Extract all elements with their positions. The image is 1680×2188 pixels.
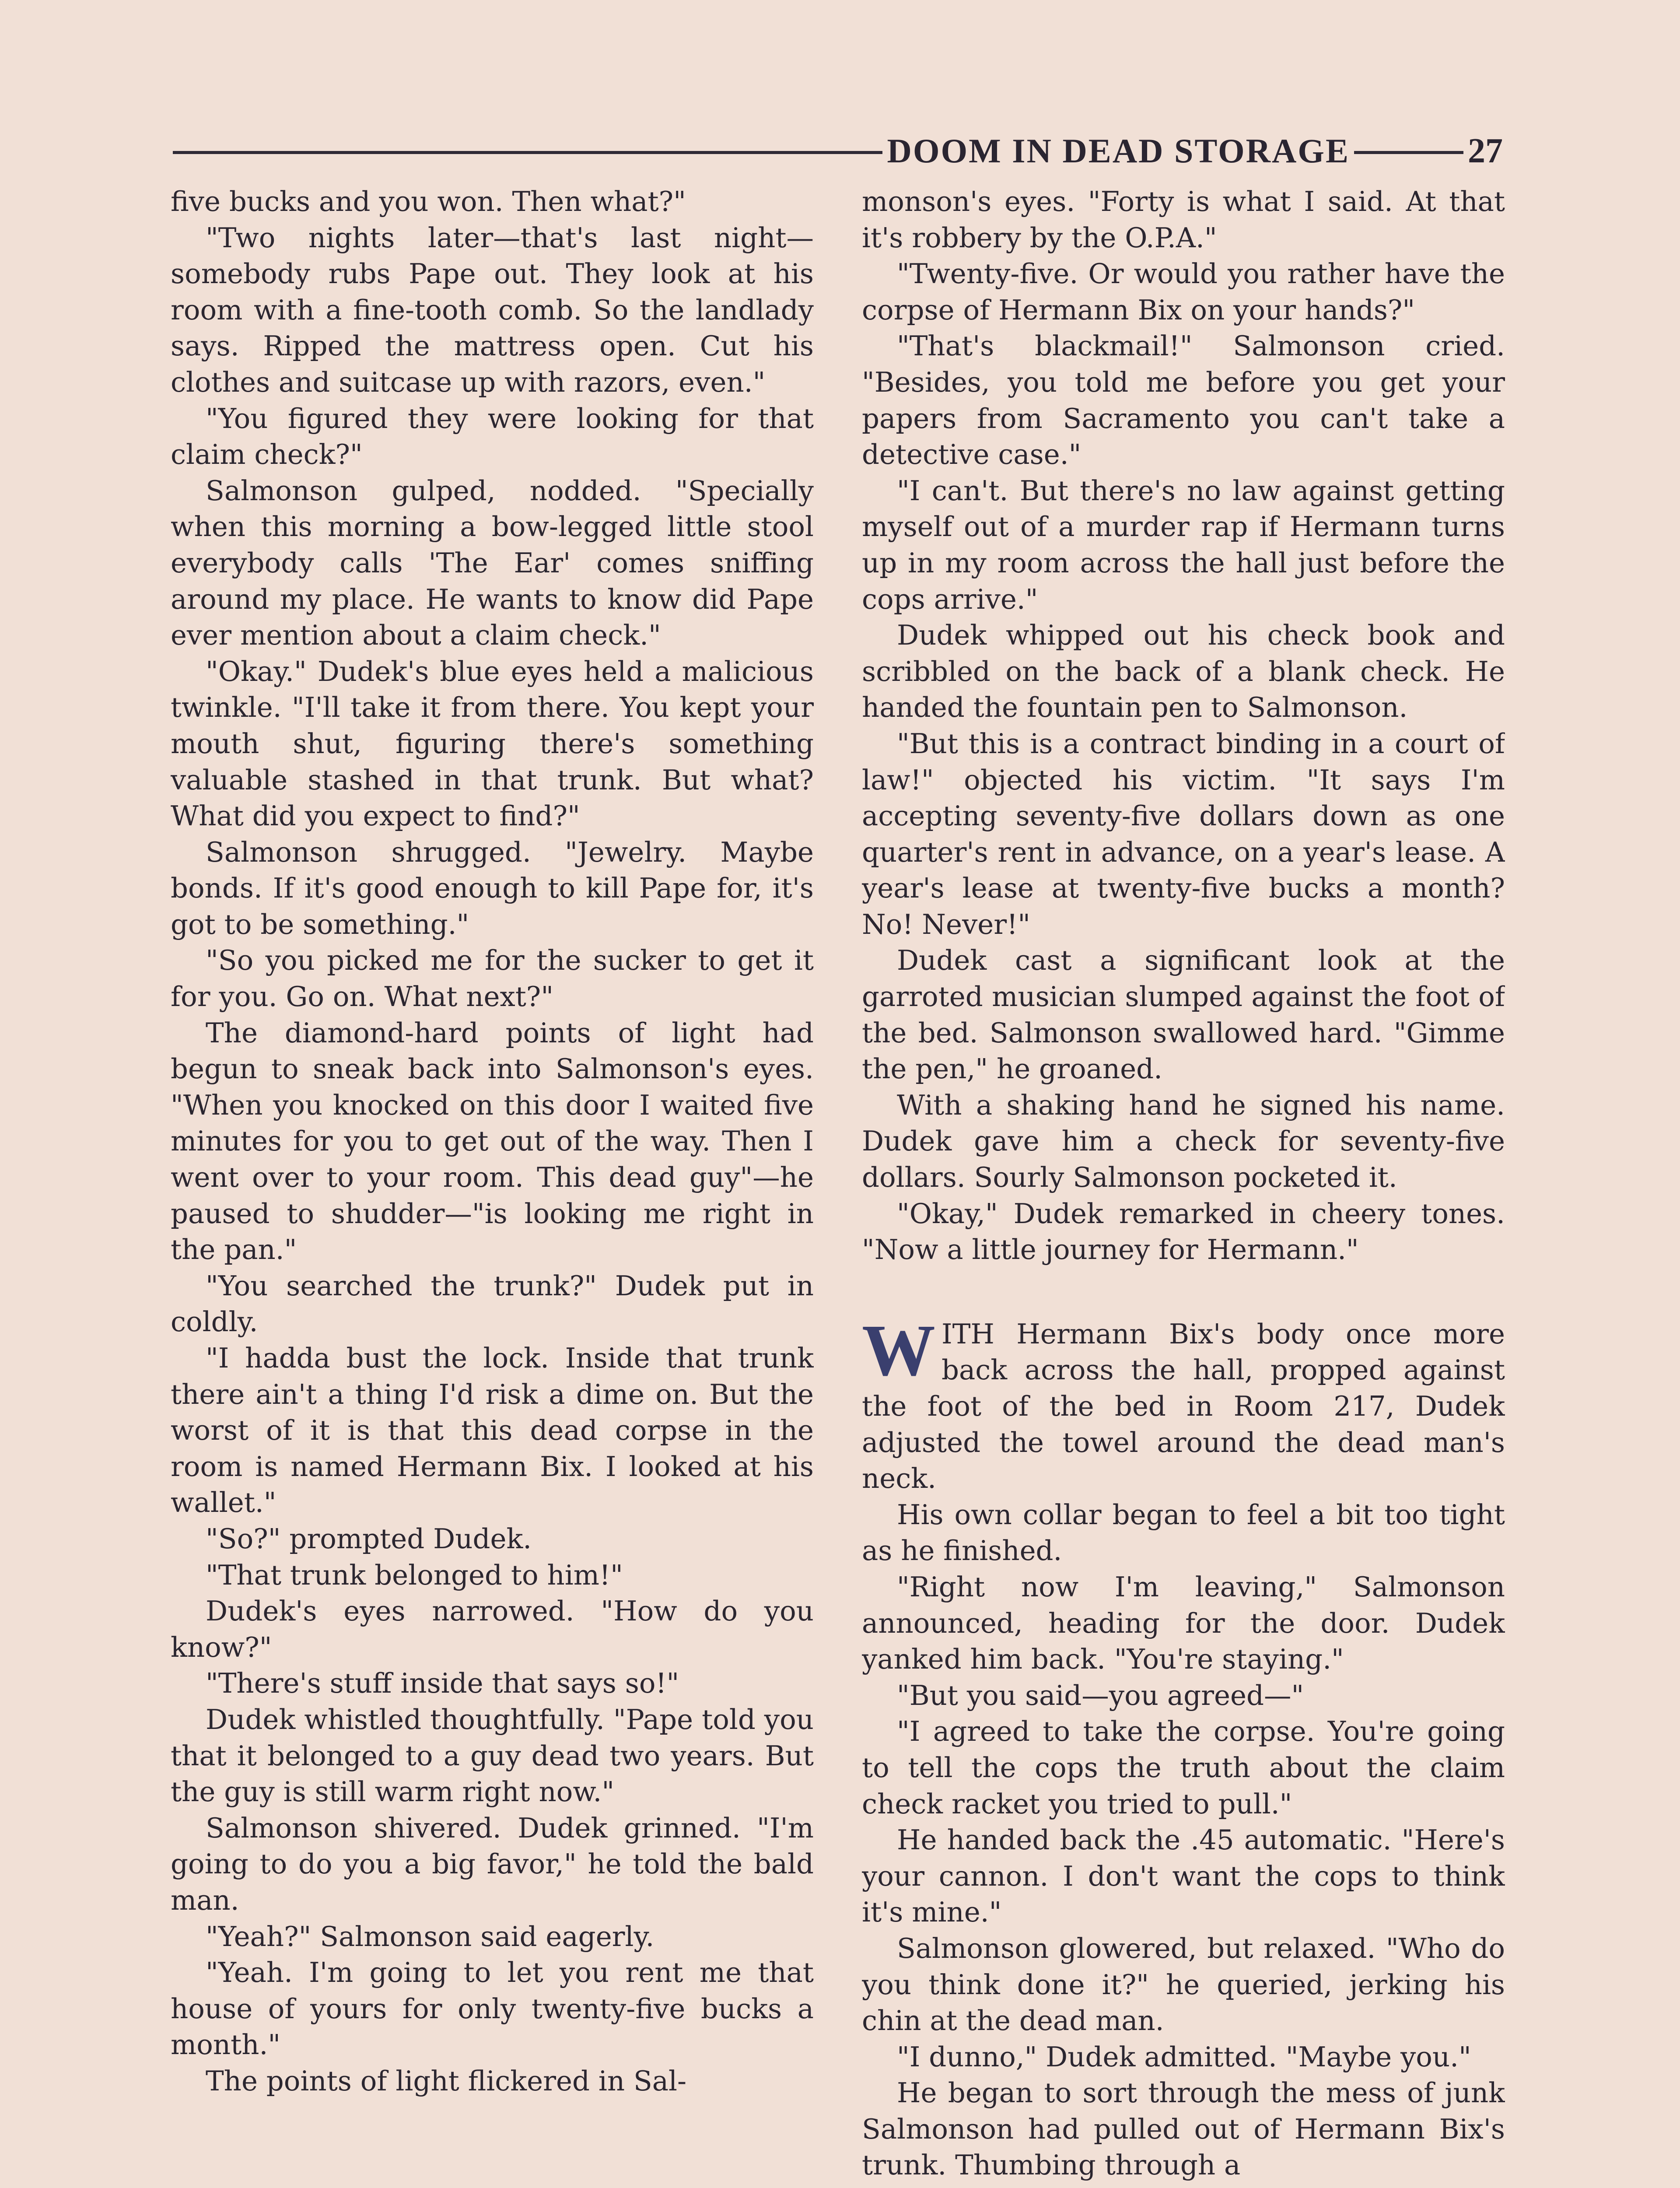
paragraph: "I hadda bust the lock. Inside that trunk there ain't a thing I'd risk a dime on. But the worst of it is that this dead corpse in the room is named Hermann Bix. I looked at his wallet." [171, 1342, 814, 1519]
header-rule-right [1354, 151, 1463, 154]
section-opening-paragraph [862, 1309, 1505, 1497]
paragraph: The diamond-hard points of light had begun to sneak back into Salmonson's eyes. "When you knocked on this door I waited five minutes for you to get out of the way. Then I went over to your room. This dead guy"—he paused to shudder—"is looking me right in the pan." [171, 1017, 814, 1266]
left-column [171, 184, 814, 2188]
paragraph: "Right now I'm leaving," Salmonson announced, heading for the door. Dudek yanked him back. "You're staying." [862, 1571, 1505, 1676]
paragraph: five bucks and you won. Then what?" [171, 186, 686, 217]
paragraph: He handed back the .45 automatic. "Here's your cannon. I don't want the cops to think it's mine." [862, 1824, 1505, 1929]
paragraph: "There's stuff inside that says so!" [206, 1667, 679, 1700]
paragraph: "I agreed to take the corpse. You're going to tell the cops the truth about the claim check racket you tried to pull." [862, 1715, 1505, 1820]
section-opening-text: Hermann Bix's body once more back across the hall, propped against the foot of the bed in Room 217, Dudek adjusted the towel around the dead man's neck. [862, 1318, 1505, 1495]
drop-cap: W [862, 1309, 935, 1391]
paragraph: Dudek's eyes narrowed. "How do you know?" [171, 1595, 814, 1663]
paragraph: "But this is a contract binding in a court of law!" objected his victim. "It says I'm accepting seventy-five dollars down as one quarter's rent in advance, on a year's lease. A year's lease at twenty-five bucks a month? No! Never!" [862, 727, 1505, 940]
paragraph: "I can't. But there's no law against getting myself out of a murder rap if Hermann turns up in my room across the hall just before the cops arrive." [862, 474, 1505, 615]
paragraph: "So?" prompted Dudek. [206, 1522, 532, 1555]
paragraph: "But you said—you agreed—" [897, 1679, 1304, 1711]
paragraph: Dudek whistled thoughtfully. "Pape told you that it belonged to a guy dead two years. But the guy is still warm right now." [171, 1703, 814, 1808]
paragraph: "Yeah. I'm going to let you rent me that house of yours for only twenty-five bucks a month." [171, 1957, 814, 2061]
paragraph: Salmonson gulped, nodded. "Specially when this morning a bow-legged little stool everybody calls 'The Ear' comes sniffing around my place. He wants to know did Pape ever mention about a claim check." [171, 474, 814, 652]
paragraph: "I dunno," Dudek admitted. "Maybe you." [897, 2041, 1471, 2073]
paragraph: "So you picked me for the sucker to get it for you. Go on. What next?" [171, 944, 814, 1013]
paragraph: Salmonson glowered, but relaxed. "Who do you think done it?" he queried, jerking his chin at the dead man. [862, 1932, 1505, 2037]
paragraph: "Twenty-five. Or would you rather have the corpse of Hermann Bix on your hands?" [862, 258, 1505, 326]
paragraph: The points of light flickered in Sal- [206, 2065, 687, 2097]
paragraph: His own collar began to feel a bit too tight as he finished. [862, 1498, 1505, 1567]
paragraph: He began to sort through the mess of junk Salmonson had pulled out of Hermann Bix's trunk. Thumbing through a [862, 2077, 1505, 2181]
running-title: DOOM IN DEAD STORAGE [887, 132, 1350, 170]
paragraph: Dudek cast a significant look at the garroted musician slumped against the foot of the bed. Salmonson swallowed hard. "Gimme the pen," he groaned. [862, 944, 1505, 1085]
paragraph: "You figured they were looking for that claim check?" [171, 402, 814, 471]
paragraph: Salmonson shrugged. "Jewelry. Maybe bonds. If it's good enough to kill Pape for, it's got to be something." [171, 836, 814, 940]
paragraph: "Okay." Dudek's blue eyes held a malicious twinkle. "I'll take it from there. You kept your mouth shut, figuring there's something valuable stashed in that trunk. But what? What did you expect to find?" [171, 655, 814, 832]
page-number: 27 [1468, 131, 1503, 170]
paragraph: "Two nights later—that's last night—somebody rubs Pape out. They look at his room with a fine-tooth comb. So the landlady says. Ripped the mattress open. Cut his clothes and suitcase up with razors, even." [171, 221, 814, 398]
paragraph: "That trunk belonged to him!" [206, 1559, 623, 1591]
header-rule-left [173, 151, 882, 154]
paragraph: "You searched the trunk?" Dudek put in coldly. [171, 1269, 814, 1338]
paragraph: "Yeah?" Salmonson said eagerly. [206, 1920, 654, 1953]
paragraph: "Okay," Dudek remarked in cheery tones. "Now a little journey for Hermann." [862, 1197, 1505, 1266]
lead-in: ITH [942, 1318, 994, 1350]
right-column [862, 184, 1505, 2188]
paragraph: Salmonson shivered. Dudek grinned. "I'm going to do you a big favor," he told the bald man. [171, 1812, 814, 1916]
paragraph: With a shaking hand he signed his name. Dudek gave him a check for seventy-five dollars. Sourly Salmonson pocketed it. [862, 1089, 1505, 1194]
paragraph: Dudek whipped out his check book and scribbled on the back of a blank check. He handed the fountain pen to Salmonson. [862, 619, 1505, 724]
running-header [173, 125, 1503, 177]
paragraph: monson's eyes. "Forty is what I said. At that it's robbery by the O.P.A." [862, 186, 1505, 254]
paragraph: "That's blackmail!" Salmonson cried. "Besides, you told me before you get your papers from Sacramento you can't take a detective case." [862, 330, 1505, 471]
